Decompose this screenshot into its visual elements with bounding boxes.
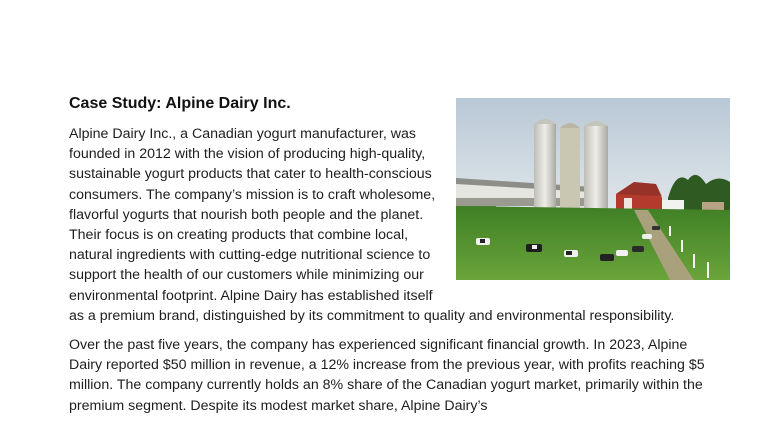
document-page bbox=[69, 94, 719, 425]
paragraph-intro: Alpine Dairy Inc., a Canadian yogurt manufacturer, was founded in 2012 with the vision of producing high-quality, sustainable yogurt products that cater to health-conscious consumers. The company’s mission is to craft wholesome, flavorful yogurts that nourish both people and the planet. Their focus is on creating products that combine local, natural ingredients with cutting-edge nutritional science to support the health of our customers while minimizing our environmental footprint. Alpine Dairy has established itself as a premium brand, distinguished by its commitment to quality and environmental responsibility. bbox=[69, 126, 675, 324]
page-title: Case Study: Alpine Dairy Inc. bbox=[69, 95, 291, 112]
paragraph-financials: Over the past five years, the company has experienced significant financial growth. In 2023, Alpine Dairy reported $50 million in revenue, a 12% increase from the previous year, with profits reaching $5 million. The company currently holds an 8% share of the Canadian yogurt market, primarily within the premium segment. Despite its modest market share, Alpine Dairy’s bbox=[69, 337, 705, 414]
farm-photo bbox=[456, 98, 730, 280]
